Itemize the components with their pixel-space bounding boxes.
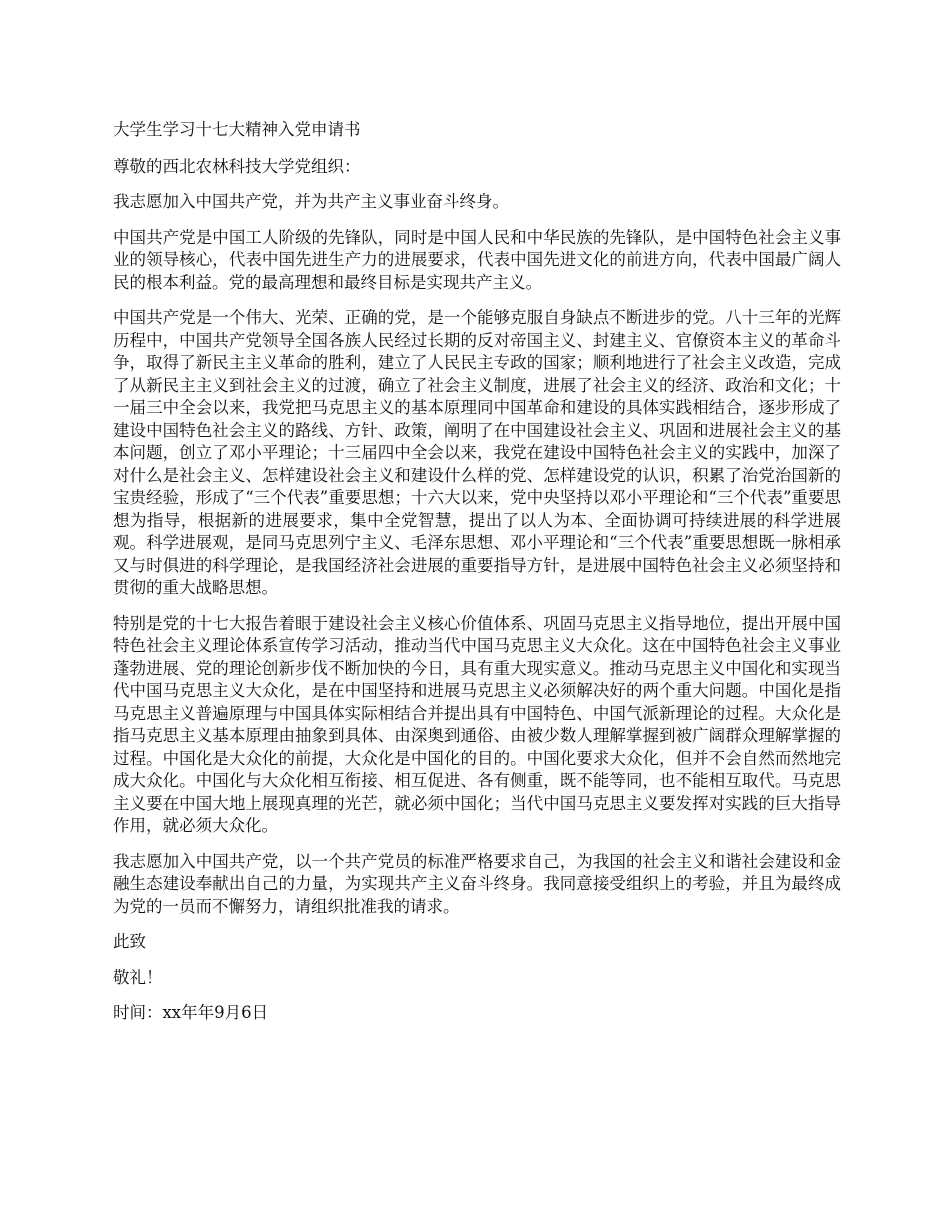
date-line: 时间：xx年年9月6日 xyxy=(113,1003,269,1022)
salutation: 尊敬的西北农林科技大学党组织： xyxy=(113,156,361,176)
closing-greeting: 此致 xyxy=(113,932,146,951)
paragraph-seventeenth-congress: 特别是党的十七大报告着眼于建设社会主义核心价值体系、巩固马克思主义指导地位，提出开展中国特色社会主义理论体系宣传学习活动，推动当代中国马克思主义大众化。这在中国特色社会主义事业蓬勃进展、党的理论创新步伐不断加快的今日，具有重大现实意义。推动马克思主义中国化和实现当代中国马克思主义大众化，是在中国坚持和进展马克思主义必须解决好的两个重大问题。中国化是指马克思主义普遍原理与中国具体实际相结合并提出具有中国特色、中国气派新理论的过程。大众化是指马克思主义基本原理由抽象到具体、由深奥到通俗、由被少数人理解掌握到被广阔群众理解掌握的过程。中国化是大众化的前提，大众化是中国化的目的。中国化要求大众化，但并不会自然而然地完成大众化。中国化与大众化相互衔接、相互促进、各有侧重，既不能等同，也不能相互取代。马克思主义要在中国大地上展现真理的光芒，就必须中国化；当代中国马克思主义要发挥对实践的巨大指导作用，就必须大众化。 xyxy=(113,613,841,835)
paragraph-party-history: 中国共产党是一个伟大、光荣、正确的党，是一个能够克服自身缺点不断进步的党。八十三年的光辉历程中，中国共产党领导全国各族人民经过长期的反对帝国主义、封建主义、官僚资本主义的革命斗争，取得了新民主主义革命的胜利，建立了人民民主专政的国家；顺利地进行了社会主义改造，完成了从新民主主义到社会主义的过渡，确立了社会主义制度，进展了社会主义的经济、政治和文化；十一届三中全会以来，我党把马克思主义的基本原理同中国革命和建设的具体实践相结合，逐步形成了建设中国特色社会主义的路线、方针、政策，阐明了在中国建设社会主义、巩固和进展社会主义的基本问题，创立了邓小平理论；十三届四中全会以来，我党在建设中国特色社会主义的实践中，加深了对什么是社会主义、怎样建设社会主义和建设什么样的党、怎样建设党的认识，积累了治党治国新的宝贵经验，形成了“三个代表”重要思想；十六大以来，党中央坚持以邓小平理论和“三个代表”重要思想为指导，根据新的进展要求，集中全党智慧，提出了以人为本、全面协调可持续进展的科学进展观。科学进展观，是同马克思列宁主义、毛泽东思想、邓小平理论和“三个代表”重要思想既一脉相承又与时俱进的科学理论，是我国经济社会进展的重要指导方针，是进展中国特色社会主义必须坚持和贯彻的重大战略思想。 xyxy=(113,308,841,597)
paragraph-party-nature: 中国共产党是中国工人阶级的先锋队，同时是中国人民和中华民族的先锋队，是中国特色社会主义事业的领导核心，代表中国先进生产力的进展要求，代表中国先进文化的前进方向，代表中国最广阔人民的根本利益。党的最高理想和最终目标是实现共产主义。 xyxy=(113,227,841,292)
document-title: 大学生学习十七大精神入党申请书 xyxy=(113,120,361,139)
paragraph-pledge: 我志愿加入中国共产党，并为共产主义事业奋斗终身。 xyxy=(113,192,509,211)
closing-salute: 敬礼！ xyxy=(113,967,163,987)
paragraph-commitment: 我志愿加入中国共产党，以一个共产党员的标准严格要求自己，为我国的社会主义和谐社会建设和金融生态建设奉献出自己的力量，为实现共产主义奋斗终身。我同意接受组织上的考验，并且为最终成为党的一员而不懈努力，请组织批准我的请求。 xyxy=(113,851,841,916)
document-page xyxy=(113,119,841,1038)
